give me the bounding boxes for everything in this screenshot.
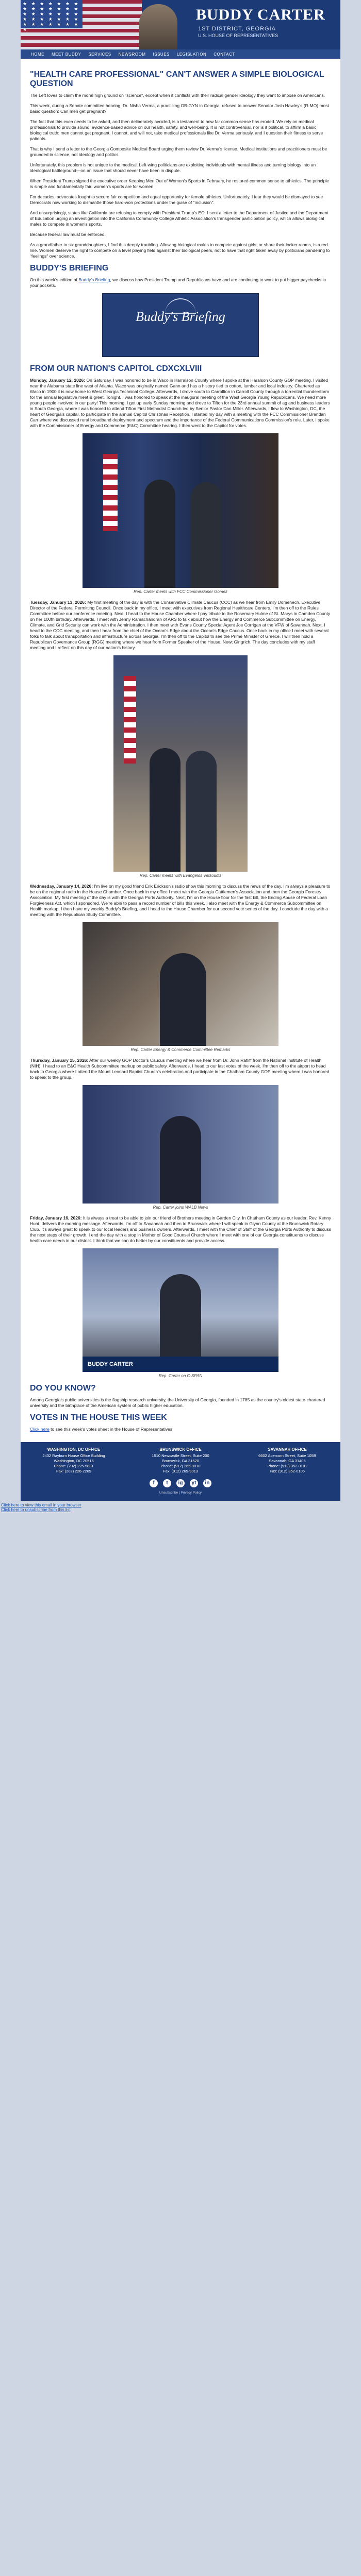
instagram-icon[interactable]: ig (176, 1479, 185, 1487)
entry-monday (30, 378, 331, 429)
district-label: 1ST DISTRICT, GEORGIA (198, 26, 276, 32)
flag-prop (103, 454, 118, 531)
nav-legislation[interactable]: LEGISLATION (176, 52, 207, 57)
entry-text: My first meeting of the day is with the Conservative Climate Caucus (CCC) as we hear from Emily Domenech, Executive Director of the Federal Permitting Council. Once back in my office, I meet with executives from Regional Healthcare Centers. I'm then off to the Rules Committee before our conference meeting. Next, I head to the House Chamber where I pay tribute to the Rosemary Hulme of St. Marys in Camden County on her 100th birthday. Afterwards, I meet with Jenny Ramachandran of ARS to talk about how the Energy and Commerce Subcommittee on Energy, Climate, and Grid Security can work with the Administration. I then meet with Evans County Special Agent Joe Corrigan at the VFW of Savannah. Next, I head to the CCC meeting, and then I hear from the chief of the Ocean's Edge about the Ocean's Edge Caucus. Once back in my office I meet with several folks to talk about transportation and infrastructure across Georgia. I'm then off to the Capitol to see the Prime Minister of Greece. I will then hold a Republican Governance Group (RGG) meeting where we hear from Former Speaker of the House, Newt Gingrich. The day concludes with my staff meeting and I reflect on this day of our nation's history. (30, 600, 331, 650)
office-name: WASHINGTON, DC OFFICE (47, 1447, 101, 1452)
photo-caption: Rep. Carter joins WALB News (153, 1205, 208, 1210)
office-savannah (243, 1447, 331, 1474)
paragraph: For decades, advocates fought to secure fair competition and equal opportunity for female athletes. Unfortunately, I fear they would be dismayed to see Democrats now working to dismantle those hard-won protections under the guise of "inclusion". (30, 194, 323, 205)
youtube-icon[interactable]: yt (190, 1479, 198, 1487)
legal-links[interactable]: Unsubscribe | Privacy Policy (159, 1491, 202, 1495)
briefing-intro-text-end: , we discuss how President Trump and Republicans have and are continuing to work to put bigger paychecks in your pockets. (30, 277, 326, 288)
section-title-health: "HEALTH CARE PROFESSIONAL" CAN'T ANSWER A SIMPLE BIOLOGICAL QUESTION (30, 70, 324, 88)
section-title-capitol: FROM OUR NATION'S CAPITOL CDXCXLVIII (30, 364, 202, 373)
photo-cspan (83, 1248, 278, 1372)
office-name: SAVANNAH OFFICE (268, 1447, 307, 1452)
photo-fcc-meeting (83, 433, 278, 588)
linkedin-icon[interactable]: in (203, 1479, 211, 1487)
person-silhouette (160, 953, 206, 1046)
paragraph: This week, during a Senate committee hearing, Dr. Nisha Verma, a practicing OB-GYN in Georgia, refused to answer Senator Josh Hawley's (R-MO) most basic question: Can men get pregnant? (30, 103, 329, 114)
photo-energy-commerce (83, 922, 278, 1046)
paragraph: When President Trump signed the executive order Keeping Men Out of Women's Sports in February, he restored common sense to athletics. The principle is simple and fundamentally fair: women's sports are for women. (30, 178, 329, 189)
main-content (21, 59, 340, 1442)
paragraph: The fact that this even needs to be asked, and then deliberately avoided, is a testament to how far common sense has eroded. We rely on medical professionals to provide sound, evidence-based advice on our health, safety, and well-being. It is not controversial, nor is it political, to affirm a basic biological truth: men cannot get pregnant. I cannot, and will not, take medical professionals like Dr. Verma seriously, and I question their fitness to serve patients. (30, 119, 323, 141)
office-line: 1510 Newcastle Street, Suite 200 (152, 1453, 209, 1458)
nav-newsroom[interactable]: NEWSROOM (118, 52, 146, 57)
newsletter (21, 0, 340, 1501)
person-silhouette (144, 480, 175, 588)
photo-caption: Rep. Carter on C-SPAN (158, 1374, 203, 1378)
votes-link[interactable]: Click here (30, 1427, 50, 1432)
entry-text: After our weekly GOP Doctor's Caucus meeting where we hear from Dr. John Ratliff from the National Institute of Health (NIH), I head to an E&C Health Subcommittee markup on public safety. Afterwards, I head to our last votes of the week. I'm then off to the airport to head back to Georgia where I attend the Mount Leonard Baptist Church's celebration and participate in the Chatham County GOP meeting where I was honored to speak to the group. (30, 1058, 330, 1080)
paragraph: Because federal law must be enforced. (30, 232, 106, 237)
photo-vetsoudis-meeting (113, 655, 248, 872)
office-name: BRUNSWICK OFFICE (159, 1447, 202, 1452)
votes-text-tail: to see this week's votes sheet in the House of Representatives (49, 1427, 173, 1432)
office-brunswick (137, 1447, 224, 1474)
representative-name: BUDDY CARTER (196, 6, 325, 23)
entry-day: Friday, January 16, 2026: (30, 1215, 82, 1221)
entry-day: Tuesday, January 13, 2026: (30, 600, 86, 605)
header-banner (21, 0, 340, 49)
unsubscribe-link[interactable]: Click here to unsubscribe from this list (1, 1507, 71, 1512)
person-silhouette (191, 482, 222, 588)
entry-thursday (30, 1058, 331, 1080)
view-in-browser-link[interactable]: Click here to view this email in your browser (1, 1503, 81, 1507)
top-nav (21, 49, 340, 59)
paragraph: And unsurprisingly, states like California are refusing to comply with President Trump's EO. I sent a letter to the Department of Justice and the Department of Education urging an investigation into the California Community College Athletic Association's transgender participation policy, which allows biological males to compete in women's sports. (30, 210, 329, 227)
photo-walb-news (83, 1085, 278, 1204)
office-line: Fax: (912) 265-9013 (163, 1469, 198, 1473)
office-line: 6602 Abercorn Street, Suite 105B (258, 1453, 316, 1458)
twitter-icon[interactable]: t (163, 1479, 171, 1487)
section-title-votes: VOTES IN THE HOUSE THIS WEEK (30, 1413, 167, 1422)
photo-caption: Rep. Carter meets with Evangelos Vetsoudis (139, 873, 222, 878)
briefing-link[interactable]: Buddy's Briefing (78, 277, 110, 282)
nav-contact[interactable]: CONTACT (214, 52, 235, 57)
office-washington (30, 1447, 118, 1474)
section-title-briefing: BUDDY'S BRIEFING (30, 264, 109, 273)
representative-portrait (139, 4, 177, 49)
office-line: Phone: (912) 352-0101 (267, 1464, 307, 1468)
entry-text: It is always a treat to be able to join our friend of Brothers meeting in Garden City. In Chatham County as our leader, Rev. Kenny Hunt, delivers the morning message. Afterwards, I'm off to Savannah and then to Brunswick where I will speak in Glynn County at the Brunswick Rotary Club. It's always great to speak to our local leaders and business owners. Afterwards, I meet with the Chief of Staff of the Georgia Ports Authority to discuss the next steps of their growth. I end the day with a stop in Mother of Good Counsel Church where I meet with one of our Georgia constituents to discuss health care needs in our district. I think that we can do better by our constituents and provide access. (30, 1215, 332, 1243)
person-silhouette (186, 751, 217, 872)
outside-links (0, 1501, 361, 1512)
paragraph: Unfortunately, this problem is not unique to the medical. Left-wing politicians are exploiting individuals with mental illness and turning biology into an ideological battleground—on an issue that should never have been in dispute. (30, 162, 316, 173)
nav-home[interactable]: HOME (31, 52, 44, 57)
paragraph: The Left loves to claim the moral high ground on "science", except when it conflicts with their radical gender ideology they want to impose on Americans. (30, 93, 325, 98)
entry-day: Thursday, January 15, 2026: (30, 1058, 89, 1063)
stars-graphic: ★ ★ ★ ★ ★ ★ ★ ★ ★ ★ ★ ★ ★ ★ ★ ★ ★ ★ ★ ★ ★ ★ ★ ★ ★ ★ ★ ★ ★ ★ ★ ★ ★ ★ ★ ★ (23, 1, 80, 32)
nav-meet-buddy[interactable]: MEET BUDDY (52, 52, 81, 57)
social-links (30, 1479, 331, 1487)
chamber-label: U.S. HOUSE OF REPRESENTATIVES (198, 33, 278, 38)
office-line: Fax: (912) 352-0105 (270, 1469, 305, 1473)
photo-caption: Rep. Carter meets with FCC Commissioner Gomez (134, 589, 227, 594)
office-line: Savannah, GA 31405 (269, 1459, 306, 1463)
office-line: Fax: (202) 226-2269 (56, 1469, 91, 1473)
office-line: Washington, DC 20515 (54, 1459, 94, 1463)
person-silhouette (160, 1116, 201, 1204)
facebook-icon[interactable]: f (150, 1479, 158, 1487)
paragraph: That is why I send a letter to the Georgia Composite Medical Board urging them review Dr. Verma's license. Medical institutions and practitioners must be grounded in science, not ideology and politics. (30, 146, 327, 157)
entry-text: I'm live on my good friend Erik Erickson's radio show this morning to discuss the news of the day. I'm always a pleasure to be on the regional radio in the House Chamber. Once back in my office I meet with the Georgia Cattlemen's Association and then the Georgia Forestry Association. My first meeting of the day is with the Georgia Ports Authority. Next, I'm on the House floor for the first bill, the Ending Abuse of Federal Loan Forgiveness Act, which I sponsored. We're able to pass a record number of bills this week. I also meet with the Energy & Commerce Subcommittee on Health markup. I then have my weekly Buddy's Briefing, and I head to the House Chamber for our second vote series of the day. I conclude the day with a meeting with the Republican Study Committee. (30, 884, 331, 917)
do-you-know-text: Among Georgia's public universities is the flagship research university, the University of Georgia, founded in 1785 as the country's oldest state-chartered university and the birthplace of the American system of public higher education. (30, 1397, 325, 1408)
tv-lower-third: BUDDY CARTER (83, 1357, 278, 1372)
photo-caption: Rep. Carter Energy & Commerce Committee Remarks (130, 1047, 231, 1052)
section-title-do-you-know: DO YOU KNOW? (30, 1384, 96, 1393)
briefing-thumbnail-title: Buddy's Briefing (136, 309, 225, 324)
entry-day: Monday, January 12, 2026: (30, 378, 86, 383)
votes-text (30, 1427, 331, 1432)
briefing-intro (30, 277, 331, 289)
entry-friday (30, 1215, 331, 1244)
nav-services[interactable]: SERVICES (88, 52, 111, 57)
person-silhouette (160, 1274, 201, 1357)
entry-tuesday (30, 600, 331, 651)
briefing-intro-text: On this week's edition of (30, 277, 79, 282)
entry-day: Wednesday, January 14, 2026: (30, 884, 93, 889)
flag-prop (124, 676, 136, 764)
paragraph: As a grandfather to six granddaughters, I find this deeply troubling. Allowing biological males to compete against girls, or share their locker rooms, is a red line. Women deserve the right to compete on a level playing field against their biological peers, not to have that right taken away by politicians pandering to "feelings" over science. (30, 242, 330, 259)
footer (21, 1442, 340, 1501)
office-line: Phone: (202) 225-5831 (54, 1464, 94, 1468)
nav-issues[interactable]: ISSUES (153, 52, 170, 57)
entry-text: On Saturday, I was honored to be in Waco in Harralson County where I spoke at the Haralson County GOP meeting. I visited near the Alabama state line west of Atlanta. Waco was originally named Gann and has a history tied to cotton, lumber and local industry. Chartered as Waco in 1900 it is now home to West Georgia Technical College. Afterwards, I drove south to Carrollton in Carroll County through a torrential thunderstorm for the annual legislative meet & greet. Tonight, I was honored to speak at the inaugural meeting of the West Georgia Young Republicans. We need more young people involved in our party! This morning, I got up early Sunday morning and drove to Tifton for the 23rd annual summit of ag and business leaders in South Georgia, where I was honored to attend Tifton First Methodist Church led by Senior Pastor Dan Miller. Afterwards, I flew to Washington, DC, the heart of Georgia's capital, to participate in the annual Capitol Christmas Reception. I started my day with a meeting with the FCC Commissioner Brendan Carr where we discussed rural broadband deployment and spectrum and the importance of the Federal Communications Commission's role. Later, I spoke with the Commissioner of Energy and Commerce (E&C) Committee hearing. I then went to the Capitol for votes. (30, 378, 330, 428)
briefing-thumbnail[interactable] (102, 293, 259, 357)
office-columns (30, 1447, 331, 1474)
flag-canton (21, 0, 83, 32)
entry-wednesday (30, 884, 331, 918)
person-silhouette (150, 748, 180, 872)
office-line: 2432 Rayburn House Office Building (42, 1453, 105, 1458)
office-line: Phone: (912) 265-9010 (160, 1464, 201, 1468)
office-line: Brunswick, GA 31520 (162, 1459, 199, 1463)
